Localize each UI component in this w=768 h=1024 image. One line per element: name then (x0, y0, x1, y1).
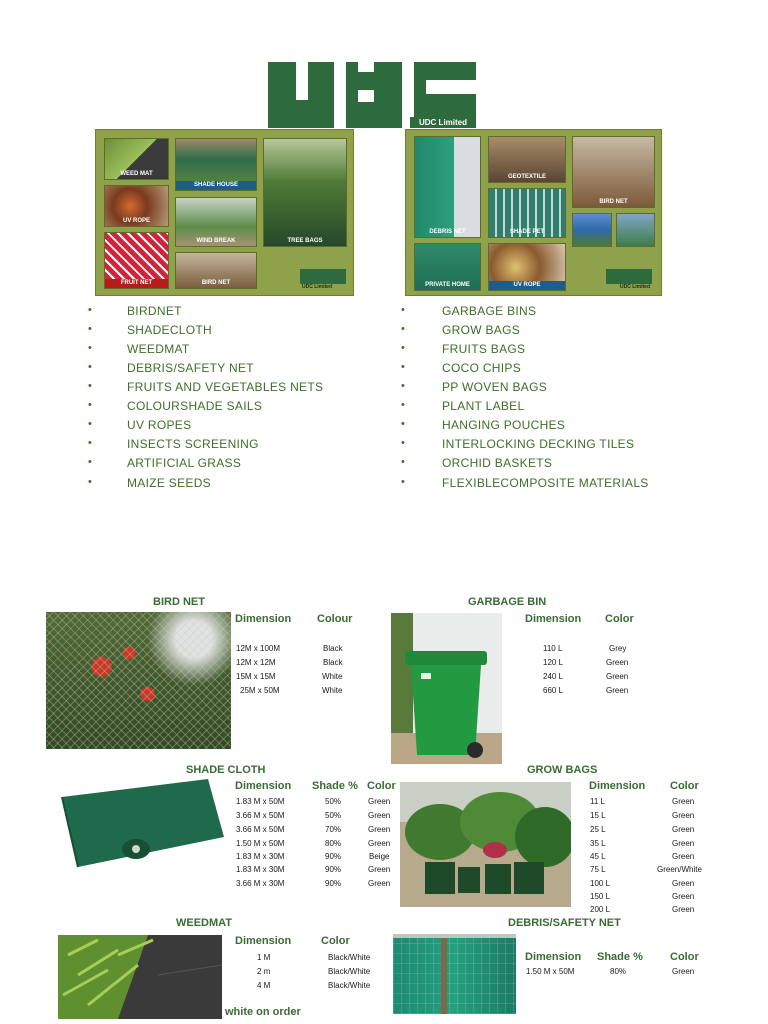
tile-uv-rope-r: UV ROPE (488, 243, 566, 291)
tile-debris-net: DEBRIS NET (414, 136, 481, 238)
table-cell: 90% (325, 879, 342, 888)
list-item: DEBRIS/SAFETY NET (127, 361, 254, 375)
table-cell: 45 L (590, 852, 606, 861)
col-header: Dimension (235, 780, 292, 792)
list-item: PLANT LABEL (442, 399, 525, 413)
list-item: SHADECLOTH (127, 323, 213, 337)
logo-subtitle: UDC Limited (410, 117, 476, 128)
debris-net-title: DEBRIS/SAFETY NET (508, 917, 621, 929)
col-header: Color (321, 935, 350, 947)
table-cell: Green (368, 879, 391, 888)
list-item: COLOURSHADE SAILS (127, 399, 263, 413)
tile-private-home: PRIVATE HOME (414, 243, 481, 291)
list-item: INTERLOCKING DECKING TILES (442, 437, 635, 451)
table-cell: 1.83 M x 30M (236, 865, 285, 874)
col-header: Dimension (525, 951, 582, 963)
tile-bird-net: BIRD NET (175, 252, 257, 289)
table-cell: 80% (610, 967, 627, 976)
bullet: • (401, 380, 406, 392)
col-header: Color (367, 780, 396, 792)
bullet: • (88, 437, 93, 449)
shade-cloth-title: SHADE CLOTH (186, 764, 266, 776)
table-cell: Green (672, 811, 695, 820)
table-cell: Black/White (328, 981, 371, 990)
table-cell: 50% (325, 811, 342, 820)
tile-green-house (616, 213, 655, 247)
table-cell: 25 L (590, 825, 606, 834)
table-cell: 50% (325, 797, 342, 806)
bullet: • (88, 361, 93, 373)
table-cell: 200 L (590, 905, 611, 914)
table-cell: 240 L (543, 672, 564, 681)
collage-left (95, 129, 354, 296)
table-cell: 1.83 M x 30M (236, 852, 285, 861)
debris-net-photo (393, 934, 516, 1014)
list-item: INSECTS SCREENING (127, 437, 259, 451)
table-cell: 25M x 50M (240, 686, 280, 695)
table-cell: Green (606, 686, 629, 695)
table-cell: 3.66 M x 30M (236, 879, 285, 888)
col-header: Dimension (589, 780, 646, 792)
table-cell: 90% (325, 852, 342, 861)
panel-brand-text-r: UDC Limited (620, 284, 650, 290)
garbage-bin-title: GARBAGE BIN (468, 596, 547, 608)
table-cell: 1.50 M x 50M (526, 967, 575, 976)
table-cell: Green (368, 797, 391, 806)
table-cell: 1.83 M x 50M (236, 797, 285, 806)
tile-tree-bags: TREE BAGS (263, 138, 347, 247)
udc-mini-logo-r (606, 269, 652, 284)
table-cell: Green (672, 839, 695, 848)
bird-net-photo (46, 612, 231, 749)
table-cell: 35 L (590, 839, 606, 848)
bullet: • (88, 456, 93, 468)
tile-geotextile: GEOTEXTILE (488, 136, 566, 183)
table-cell: 100 L (590, 879, 611, 888)
list-item: GROW BAGS (442, 323, 521, 337)
list-item: ARTIFICIAL GRASS (127, 456, 242, 470)
col-header: Dimension (235, 613, 292, 625)
table-cell: Black (323, 644, 343, 653)
panel-brand-text: UDC Limited (302, 284, 332, 290)
table-cell: 120 L (543, 658, 564, 667)
table-cell: 2 m (257, 967, 271, 976)
table-cell: Green (672, 905, 695, 914)
table-cell: 4 M (257, 981, 271, 990)
table-cell: White (322, 672, 343, 681)
tile-blue-screen (572, 213, 612, 247)
list-item: GARBAGE BINS (442, 304, 537, 318)
table-cell: Green (672, 892, 695, 901)
table-cell: Grey (609, 644, 627, 653)
bullet: • (401, 361, 406, 373)
weedmat-photo (58, 935, 222, 1019)
col-header: Color (605, 613, 634, 625)
bullet: • (88, 399, 93, 411)
bullet: • (88, 476, 93, 488)
bullet: • (401, 323, 406, 335)
table-cell: 90% (325, 865, 342, 874)
tile-fruit-net: FRUIT NET (104, 232, 169, 289)
table-cell: Black/White (328, 953, 371, 962)
list-item: HANGING POUCHES (442, 418, 566, 432)
table-cell: 660 L (543, 686, 564, 695)
table-cell: 75 L (590, 865, 606, 874)
table-cell: Green (672, 879, 695, 888)
table-cell: 15M x 15M (236, 672, 276, 681)
list-item: PP WOVEN BAGS (442, 380, 548, 394)
bullet: • (88, 418, 93, 430)
bullet: • (88, 304, 93, 316)
list-item: COCO CHIPS (442, 361, 522, 375)
list-item: UV ROPES (127, 418, 192, 432)
col-header: Shade % (597, 951, 643, 963)
table-cell: Green (672, 825, 695, 834)
shade-cloth-photo (58, 777, 224, 875)
table-cell: 12M x 100M (236, 644, 281, 653)
garbage-bin-photo (391, 613, 502, 764)
weedmat-note: white on order (225, 1006, 301, 1018)
table-cell: 1 M (257, 953, 271, 962)
bullet: • (401, 342, 406, 354)
table-cell: 1.50 M x 50M (236, 839, 285, 848)
bullet: • (88, 323, 93, 335)
table-cell: Green (606, 658, 629, 667)
bullet: • (401, 418, 406, 430)
list-item: WEEDMAT (127, 342, 190, 356)
udc-mini-logo (300, 269, 346, 284)
bullet: • (401, 437, 406, 449)
col-header: Shade % (312, 780, 358, 792)
bird-net-title: BIRD NET (153, 596, 205, 608)
table-cell: Beige (369, 852, 390, 861)
collage-right (405, 129, 662, 296)
table-cell: Green (672, 797, 695, 806)
weedmat-title: WEEDMAT (176, 917, 233, 929)
table-cell: Black (323, 658, 343, 667)
bullet: • (88, 342, 93, 354)
table-cell: 110 L (543, 644, 563, 653)
tile-wind-break: WIND BREAK (175, 197, 257, 247)
table-cell: 11 L (590, 797, 605, 806)
bullet: • (401, 456, 406, 468)
list-item: FLEXIBLECOMPOSITE MATERIALS (442, 476, 649, 490)
bullet: • (88, 380, 93, 392)
list-item: FRUITS AND VEGETABLES NETS (127, 380, 324, 394)
col-header: Color (670, 780, 699, 792)
bullet: • (401, 476, 406, 488)
table-cell: 150 L (590, 892, 611, 901)
table-cell: 3.66 M x 50M (236, 825, 285, 834)
list-item: ORCHID BASKETS (442, 456, 553, 470)
table-cell: White (322, 686, 343, 695)
table-cell: Green/White (657, 865, 702, 874)
table-cell: Green (368, 811, 391, 820)
list-item: MAIZE SEEDS (127, 476, 211, 490)
bullet: • (401, 304, 406, 316)
grow-bags-title: GROW BAGS (527, 764, 598, 776)
col-header: Colour (317, 613, 353, 625)
table-cell: 70% (325, 825, 342, 834)
col-header: Dimension (525, 613, 582, 625)
table-cell: 12M x 12M (236, 658, 276, 667)
bullet: • (401, 399, 406, 411)
table-cell: Green (368, 865, 391, 874)
table-cell: Green (672, 852, 695, 861)
col-header: Dimension (235, 935, 292, 947)
table-cell: 3.66 M x 50M (236, 811, 285, 820)
table-cell: Green (672, 967, 695, 976)
table-cell: Green (368, 839, 391, 848)
list-item: FRUITS BAGS (442, 342, 526, 356)
table-cell: Green (606, 672, 629, 681)
tile-bird-net-r: BIRD NET (572, 136, 655, 208)
grow-bags-photo (400, 782, 571, 907)
table-cell: 80% (325, 839, 342, 848)
tile-shade-house: SHADE HOUSE (175, 138, 257, 191)
tile-weed-mat: WEED MAT (104, 138, 169, 180)
tile-uv-rope: UV ROPE (104, 185, 169, 227)
table-cell: Green (368, 825, 391, 834)
table-cell: 15 L (590, 811, 606, 820)
list-item: BIRDNET (127, 304, 182, 318)
table-cell: Black/White (328, 967, 371, 976)
tile-shade-pet: SHADE PET (488, 188, 566, 238)
col-header: Color (670, 951, 699, 963)
